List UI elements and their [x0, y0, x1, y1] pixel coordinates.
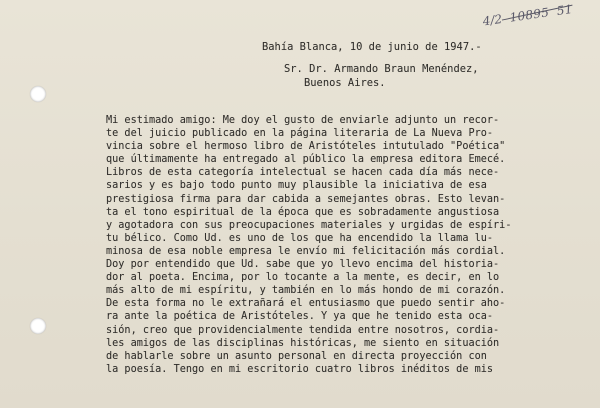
body-line: tu bélico. Como Ud. es uno de los que ha encendido la llama lu-: [106, 232, 494, 244]
archive-number: 10895: [509, 5, 551, 25]
body-line: la poesía. Tengo en mi escritorio cuatro libros inéditos de mis: [106, 363, 494, 375]
body-line: sión, creo que providencialmente tendida entre nosotros, cordia-: [106, 324, 500, 336]
body-line: ta el tono espiritual de la época que es sobradamente angustiosa: [106, 206, 500, 218]
body-line: De esta forma no le extrañará el entusiasmo que puedo sentir aho-: [106, 298, 506, 310]
recipient-name: Sr. Dr. Armando Braun Menéndez,: [284, 63, 479, 75]
body-line: les amigos de las disciplinas históricas, me siento en situación: [106, 337, 500, 349]
date-line: Bahía Blanca, 10 de junio de 1947.-: [262, 41, 482, 53]
body-line: ra ante la poética de Aristóteles. Y ya que he tenido esta oca-: [106, 311, 494, 323]
body-line: dor al poeta. Encima, por lo tocante a la mente, es decir, en lo: [106, 272, 500, 284]
archive-marks: 4/2: [482, 11, 504, 29]
body-line: minosa de esa noble empresa le envío mi felicitación más cordial.: [106, 245, 506, 257]
body-line: más alto de mi espíritu, y también en lo más hondo de mi corazón.: [106, 285, 506, 297]
body-line: Mi estimado amigo: Me doy el gusto de enviarle adjunto un recor-: [106, 115, 500, 126]
body-line: prestigiosa firma para dar cabida a semejantes obras. Esto levan-: [106, 193, 506, 205]
letter-body: [106, 114, 586, 376]
body-line: Libros de esta categoría intelectual se hacen cada día más nece-: [106, 167, 500, 179]
punch-hole-bottom: [30, 318, 46, 334]
body-line: sarios y es bajo todo punto muy plausible la iniciativa de esa: [106, 180, 487, 192]
body-line: y agotadora con sus preocupaciones materiales y urgidas de espíri-: [106, 219, 512, 231]
archive-suffix: 51: [556, 2, 574, 19]
body-line: Doy por entendido que Ud. sabe que yo llevo encima del historia-: [106, 259, 500, 271]
body-line: de hablarle sobre un asunto personal en directa proyección con: [106, 350, 487, 362]
body-line: que últimamente ha entregado al público la empresa editora Emecé.: [106, 154, 506, 166]
body-line: te del juicio publicado en la página literaria de La Nueva Pro-: [106, 128, 494, 140]
recipient-city: Buenos Aires.: [304, 77, 386, 89]
punch-hole-top: [30, 86, 46, 102]
body-line: vincia sobre el hermoso libro de Aristóteles intutulado "Poética": [106, 141, 506, 153]
